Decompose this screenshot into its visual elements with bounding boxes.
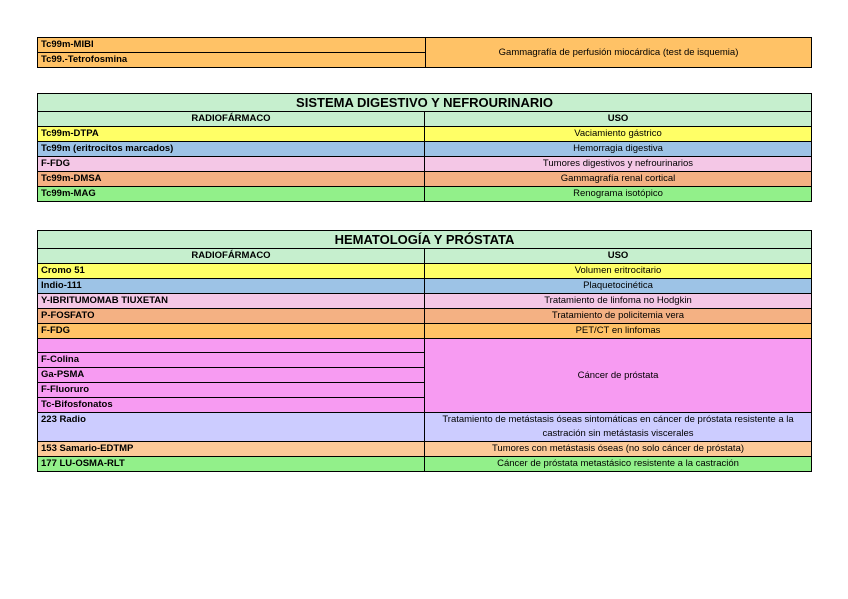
uso-cell: Tratamiento de linfoma no Hodgkin <box>425 294 812 309</box>
hemato-table <box>37 230 812 472</box>
table-row <box>38 142 812 157</box>
table-row <box>38 413 812 442</box>
radio-cell: Ga-PSMA <box>38 368 425 383</box>
radio-cell: Tc99.-Tetrofosmina <box>38 53 426 68</box>
radio-cell: F-Fluoruro <box>38 383 425 398</box>
radio-cell: Indio-111 <box>38 279 425 294</box>
radio-cell: F-Colina <box>38 353 425 368</box>
column-header-uso: USO <box>425 249 812 264</box>
table-row <box>38 172 812 187</box>
table-row <box>38 279 812 294</box>
column-header-radio: RADIOFÁRMACO <box>38 249 425 264</box>
table-row <box>38 457 812 472</box>
table-row <box>38 294 812 309</box>
radio-cell: Y-IBRITUMOMAB TIUXETAN <box>38 294 425 309</box>
uso-cell: Tratamiento de metástasis óseas sintomáticas en cáncer de próstata resistente a la castración sin metástasis viscerales <box>425 413 812 442</box>
column-header-radio: RADIOFÁRMACO <box>38 112 425 127</box>
uso-cell: Cáncer de próstata metastásico resistente a la castración <box>425 457 812 472</box>
table-row <box>38 442 812 457</box>
digestivo-table <box>37 93 812 202</box>
uso-cell: Hemorragia digestiva <box>425 142 812 157</box>
section-title: HEMATOLOGÍA Y PRÓSTATA <box>38 231 812 249</box>
radio-cell: Tc99m-MIBI <box>38 38 426 53</box>
radio-cell: 153 Samario-EDTMP <box>38 442 425 457</box>
uso-cell: Tumores digestivos y nefrourinarios <box>425 157 812 172</box>
radio-cell: Tc99m-MAG <box>38 187 425 202</box>
cardiac-table <box>37 37 812 68</box>
radio-cell: Tc99m-DTPA <box>38 127 425 142</box>
section-title: SISTEMA DIGESTIVO Y NEFROURINARIO <box>38 94 812 112</box>
uso-cell: Tratamiento de policitemia vera <box>425 309 812 324</box>
uso-cell: PET/CT en linfomas <box>425 324 812 339</box>
radio-cell: Tc99m-DMSA <box>38 172 425 187</box>
table-row <box>38 127 812 142</box>
uso-cell: Plaquetocinética <box>425 279 812 294</box>
table-row <box>38 157 812 172</box>
uso-cell-prostata: Cáncer de próstata <box>425 339 812 413</box>
uso-cell: Vaciamiento gástrico <box>425 127 812 142</box>
column-header-uso: USO <box>425 112 812 127</box>
radio-cell: 223 Radio <box>38 413 425 442</box>
uso-cell: Gammagrafía de perfusión miocárdica (test de isquemia) <box>426 38 812 68</box>
table-row <box>38 264 812 279</box>
radio-cell: Tc99m (eritrocitos marcados) <box>38 142 425 157</box>
uso-cell: Gammagrafía renal cortical <box>425 172 812 187</box>
radio-cell: P-FOSFATO <box>38 309 425 324</box>
radio-cell: Tc-Bifosfonatos <box>38 398 425 413</box>
table-row <box>38 339 812 353</box>
radio-cell: 177 LU-OSMA-RLT <box>38 457 425 472</box>
radio-cell: F-FDG <box>38 324 425 339</box>
uso-cell: Renograma isotópico <box>425 187 812 202</box>
radio-cell: F-FDG <box>38 157 425 172</box>
table-row <box>38 324 812 339</box>
table-row <box>38 309 812 324</box>
empty-cell <box>38 339 425 353</box>
uso-cell: Tumores con metástasis óseas (no solo cáncer de próstata) <box>425 442 812 457</box>
radio-cell: Cromo 51 <box>38 264 425 279</box>
table-row <box>38 187 812 202</box>
uso-cell: Volumen eritrocitario <box>425 264 812 279</box>
